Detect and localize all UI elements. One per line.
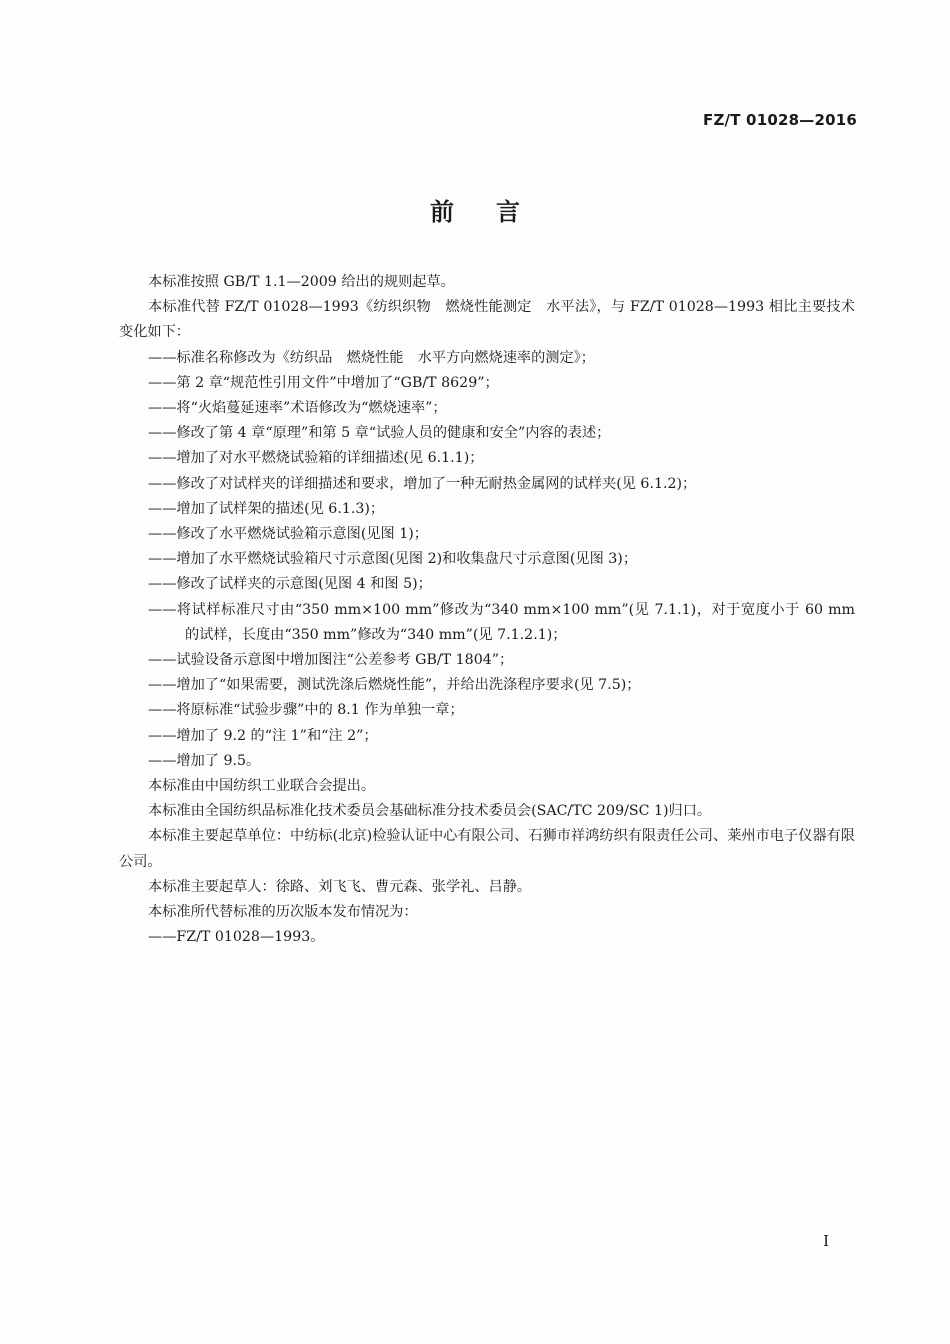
paragraph: 本标准由中国纺织工业联合会提出。	[148, 778, 376, 795]
change-item: ——将试样标准尺寸由“350 mm×100 mm”修改为“340 mm×100 mm”(见 7.1.1)，对于宽度小于 60 mm 的试样，长度由“350 mm”修改为“340 mm”(见 7.1.2.1)；	[148, 601, 855, 643]
change-item: ——增加了“如果需要，测试洗涤后燃烧性能”，并给出洗涤程序要求(见 7.5)；	[148, 677, 641, 694]
change-item: ——修改了第 4 章“原理”和第 5 章“试验人员的健康和安全”内容的表述；	[148, 425, 611, 442]
paragraph: 本标准所代替标准的历次版本发布情况为：	[148, 904, 418, 921]
change-item: ——修改了水平燃烧试验箱示意图(见图 1)；	[148, 526, 428, 543]
history-item: ——FZ/T 01028—1993。	[148, 929, 325, 946]
change-item: ——增加了 9.5。	[148, 752, 261, 769]
change-item: ——增加了 9.2 的“注 1”和“注 2”；	[148, 727, 378, 744]
change-item: ——标准名称修改为《纺织品 燃烧性能 水平方向燃烧速率的测定》；	[148, 349, 595, 366]
standard-code: FZ/T 01028—2016	[703, 111, 857, 129]
change-item: ——增加了对水平燃烧试验箱的详细描述(见 6.1.1)；	[148, 450, 484, 467]
page-title: 前言	[430, 198, 562, 226]
paragraph: 本标准主要起草单位：中纺标(北京)检验认证中心有限公司、石狮市祥鸿纺织有限责任公司、莱州市电子仪器有限公司。	[119, 828, 855, 870]
page-number: I	[823, 1232, 829, 1250]
change-item: ——试验设备示意图中增加图注“公差参考 GB/T 1804”；	[148, 652, 514, 669]
change-item: ——第 2 章“规范性引用文件”中增加了“GB/T 8629”；	[148, 374, 499, 391]
change-item: ——修改了对试样夹的详细描述和要求，增加了一种无耐热金属网的试样夹(见 6.1.2)；	[148, 475, 697, 492]
paragraph: 本标准由全国纺织品标准化技术委员会基础标准分技术委员会(SAC/TC 209/SC 1)归口。	[148, 803, 712, 820]
change-item: ——增加了试样架的描述(见 6.1.3)；	[148, 500, 385, 517]
change-item: ——增加了水平燃烧试验箱尺寸示意图(见图 2)和收集盘尺寸示意图(见图 3)；	[148, 551, 638, 568]
paragraph: 本标准按照 GB/T 1.1—2009 给出的规则起草。	[148, 274, 455, 290]
change-item: ——将原标准“试验步骤”中的 8.1 作为单独一章；	[148, 702, 464, 719]
change-item: ——将“火焰蔓延速率”术语修改为“燃烧速率”；	[148, 400, 447, 417]
change-item: ——修改了试样夹的示意图(见图 4 和图 5)；	[148, 576, 432, 593]
paragraph: 本标准代替 FZ/T 01028—1993《纺织织物 燃烧性能测定 水平法》，与 FZ/T 01028—1993 相比主要技术变化如下：	[119, 299, 855, 341]
paragraph: 本标准主要起草人：徐路、刘飞飞、曹元森、张学礼、吕静。	[148, 878, 532, 895]
body-text	[119, 270, 855, 950]
